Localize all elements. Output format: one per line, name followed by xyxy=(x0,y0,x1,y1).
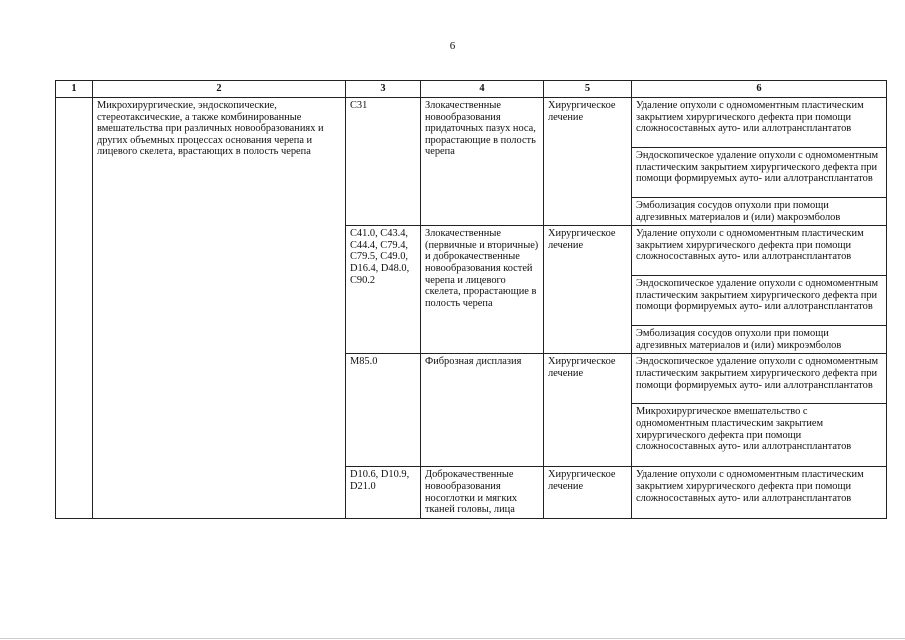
treatment-cell xyxy=(544,354,632,467)
treatment-cell xyxy=(544,226,632,354)
column-header-5: 5 xyxy=(544,81,632,98)
procedure-cell xyxy=(632,404,887,467)
code-cell xyxy=(346,354,421,467)
treatment-type: Хирургическое лечение xyxy=(548,228,616,251)
diagnosis-text: Злокачественные (первичные и вторичные) и доброкачественные новообразования костей черепа и лицевого скелета, прорастающие в полость черепа xyxy=(425,228,539,309)
procedure-text: Эмболизация сосудов опухоли при помощи адгезивных материалов и (или) микроэмболов xyxy=(636,328,842,351)
group-description: Микрохирургические, эндоскопические, стереотаксические, а также комбинированные вмешательства при различных новообразованиях и других объемных процессах основания черепа и лицевого скелета, врастающих в полость черепа xyxy=(97,100,324,158)
group-description-cell xyxy=(93,98,346,519)
procedure-cell xyxy=(632,148,887,198)
diagnosis-cell xyxy=(421,354,544,467)
treatment-type: Хирургическое лечение xyxy=(548,356,616,379)
diagnosis-code: D10.6, D10.9, D21.0 xyxy=(350,469,410,492)
code-cell xyxy=(346,226,421,354)
procedure-cell xyxy=(632,354,887,404)
diagnosis-cell xyxy=(421,226,544,354)
row-number-cell xyxy=(56,98,93,519)
procedure-cell xyxy=(632,98,887,148)
procedure-text: Удаление опухоли с одномоментным пластическим закрытием хирургического дефекта при помощи сложносоставных ауто- или аллотрансплантатов xyxy=(636,100,864,135)
procedure-cell xyxy=(632,276,887,326)
page-bottom-edge xyxy=(0,638,905,639)
procedure-cell xyxy=(632,326,887,354)
column-header-6: 6 xyxy=(632,81,887,98)
code-cell xyxy=(346,467,421,518)
procedure-text: Микрохирургическое вмешательство с одномоментным пластическим закрытием хирургического дефекта при помощи сложносоставных ауто- или аллотрансплантатов xyxy=(636,406,852,453)
column-header-3: 3 xyxy=(346,81,421,98)
column-header-1: 1 xyxy=(56,81,93,98)
procedure-cell xyxy=(632,198,887,226)
diagnosis-text: Доброкачественные новообразования носоглотки и мягких тканей головы, лица xyxy=(425,469,518,516)
header-row xyxy=(56,81,887,98)
diagnosis-text: Злокачественные новообразования придаточных пазух носа, прорастающие в полость черепа xyxy=(425,100,536,158)
table-row xyxy=(56,98,887,148)
diagnosis-code: M85.0 xyxy=(350,356,378,368)
column-header-4: 4 xyxy=(421,81,544,98)
treatment-type: Хирургическое лечение xyxy=(548,469,616,492)
diagnosis-text: Фиброзная дисплазия xyxy=(425,356,522,368)
column-header-2: 2 xyxy=(93,81,346,98)
procedure-text: Удаление опухоли с одномоментным пластическим закрытием хирургического дефекта при помощи сложносоставных ауто- или аллотрансплантатов xyxy=(636,228,864,263)
treatment-cell xyxy=(544,98,632,226)
procedure-text: Эндоскопическое удаление опухоли с одномоментным пластическим закрытием хирургического дефекта при помощи формируемых ауто- или аллотрансплантатов xyxy=(636,356,879,391)
diagnosis-cell xyxy=(421,467,544,518)
treatment-cell xyxy=(544,467,632,518)
treatment-type: Хирургическое лечение xyxy=(548,100,616,123)
procedure-text: Эндоскопическое удаление опухоли с одномоментным пластическим закрытием хирургического дефекта при помощи формируемых ауто- или аллотрансплантатов xyxy=(636,150,879,185)
procedure-text: Удаление опухоли с одномоментным пластическим закрытием хирургического дефекта при помощи сложносоставных ауто- или аллотрансплантатов xyxy=(636,469,864,504)
medical-care-table xyxy=(55,80,887,519)
code-cell xyxy=(346,98,421,226)
page-number: 6 xyxy=(449,40,456,52)
diagnosis-cell xyxy=(421,98,544,226)
procedure-cell xyxy=(632,226,887,276)
diagnosis-code: C31 xyxy=(350,100,368,111)
procedure-text: Эмболизация сосудов опухоли при помощи адгезивных материалов и (или) макроэмболов xyxy=(636,200,841,223)
diagnosis-code: C41.0, C43.4, C44.4, C79.4, C79.5, C49.0, D16.4, D48.0, C90.2 xyxy=(350,228,410,286)
procedure-cell xyxy=(632,467,887,518)
procedure-text: Эндоскопическое удаление опухоли с одномоментным пластическим закрытием хирургического дефекта при помощи формируемых ауто- или аллотрансплантатов xyxy=(636,278,879,313)
